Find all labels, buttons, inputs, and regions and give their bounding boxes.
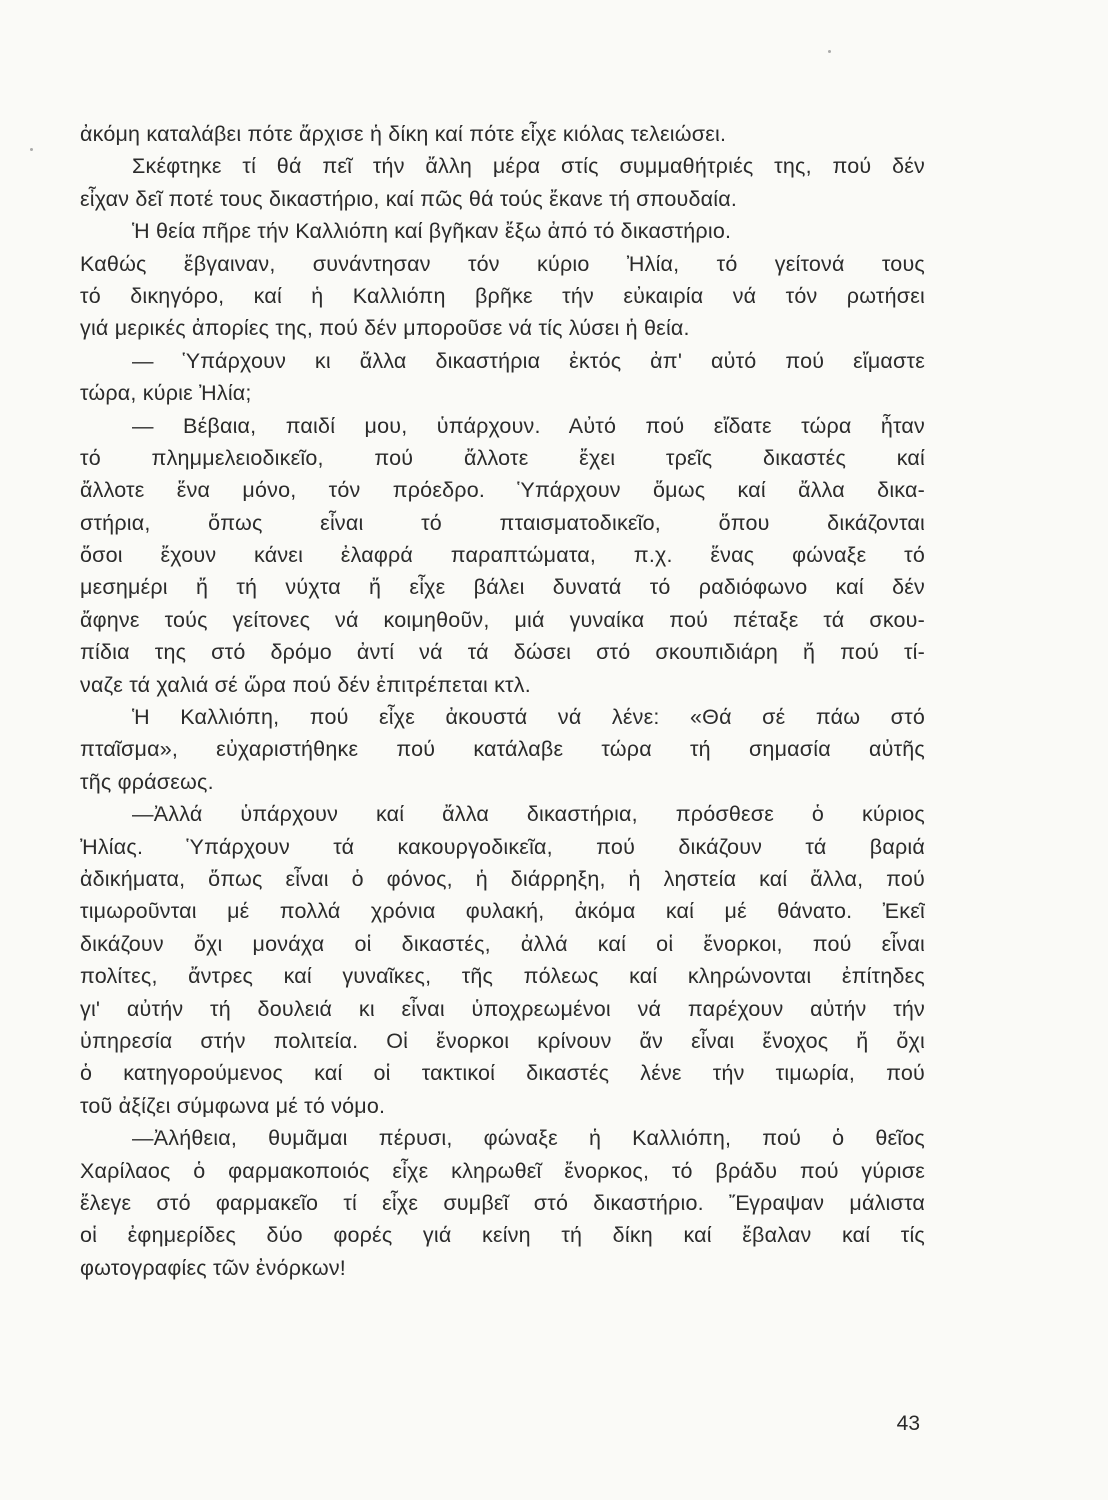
text-line: τοῦ ἀξίζει σύμφωνα μέ τό νόμο.: [80, 1093, 386, 1118]
text-line: —Ἀλήθεια, θυμᾶμαι πέρυσι, φώναξε ἡ Καλλιόπη, πού ὁ θεῖος: [132, 1126, 925, 1151]
text-line: δικάζουν ὄχι μονάχα οἱ δικαστές, ἀλλά καί οἱ ἔνορκοι, πού εἶναι: [80, 931, 925, 956]
text-line: Σκέφτηκε τί θά πεῖ τήν ἄλλη μέρα στίς συμμαθήτριές της, πού δέν: [132, 154, 925, 179]
text-line: γιά μερικές ἀπορίες της, πού δέν μποροῦσε νά τίς λύσει ἡ θεία.: [80, 316, 690, 341]
text-line: Ἡ Καλλιόπη, πού εἶχε ἀκουστά νά λένε: «Θά σέ πάω στό: [132, 705, 925, 730]
text-line: τῆς φράσεως.: [80, 769, 214, 794]
text-line: ὅσοι ἔχουν κάνει ἐλαφρά παραπτώματα, π.χ. ἕνας φώναξε τό: [80, 543, 925, 568]
text-line: ἄλλοτε ἕνα μόνο, τόν πρόεδρο. Ὑπάρχουν ὅμως καί ἄλλα δικα-: [80, 478, 925, 503]
page-number: 43: [896, 1412, 920, 1435]
text-line: ἄφηνε τούς γείτονες νά κοιμηθοῦν, μιά γυναίκα πού πέταξε τά σκου-: [80, 607, 925, 632]
text-line: ναζε τά χαλιά σέ ὥρα πού δέν ἐπιτρέπεται κτλ.: [80, 672, 531, 697]
text-line: πολίτες, ἄντρες καί γυναῖκες, τῆς πόλεως καί κληρώνονται ἐπίτηδες: [80, 964, 925, 989]
text-line: ἔλεγε στό φαρμακεῖο τί εἶχε συμβεῖ στό δικαστήριο. Ἔγραψαν μάλιστα: [80, 1190, 925, 1215]
text-line: τό δικηγόρο, καί ἡ Καλλιόπη βρῆκε τήν εὐκαιρία νά τόν ρωτήσει: [80, 283, 925, 308]
text-line: τώρα, κύριε Ἠλία;: [80, 381, 252, 406]
text-line: τιμωροῦνται μέ πολλά χρόνια φυλακή, ἀκόμα καί μέ θάνατο. Ἐκεῖ: [80, 899, 925, 924]
paper-speck: [828, 50, 831, 53]
text-line: στήρια, ὅπως εἶναι τό πταισματοδικεῖο, ὅπου δικάζονται: [80, 510, 925, 535]
text-line: τό πλημμελειοδικεῖο, πού ἄλλοτε ἔχει τρεῖς δικαστές καί: [80, 445, 925, 470]
text-line: οἱ ἐφημερίδες δύο φορές γιά κείνη τή δίκη καί ἔβαλαν καί τίς: [80, 1223, 925, 1248]
text-line: πταῖσμα», εὐχαριστήθηκε πού κατάλαβε τώρα τή σημασία αὐτῆς: [80, 737, 925, 762]
text-line: Ἡ θεία πῆρε τήν Καλλιόπη καί βγῆκαν ἔξω ἀπό τό δικαστήριο.: [132, 219, 732, 244]
text-line: Καθώς ἔβγαιναν, συνάντησαν τόν κύριο Ἠλία, τό γείτονά τους: [80, 251, 925, 276]
text-line: πίδια της στό δρόμο ἀντί νά τά δώσει στό σκουπιδιάρη ἤ πού τί-: [80, 640, 925, 665]
text-line: ὑπηρεσία στήν πολιτεία. Οἱ ἔνορκοι κρίνουν ἄν εἶναι ἔνοχος ἤ ὄχι: [80, 1028, 925, 1053]
text-line: — Βέβαια, παιδί μου, ὑπάρχουν. Αὐτό πού εἴδατε τώρα ἦταν: [132, 413, 925, 438]
text-line: Χαρίλαος ὁ φαρμακοποιός εἶχε κληρωθεῖ ἔνορκος, τό βράδυ πού γύρισε: [80, 1158, 925, 1183]
text-line: φωτογραφίες τῶν ἐνόρκων!: [80, 1255, 346, 1280]
text-line: ἀδικήματα, ὅπως εἶναι ὁ φόνος, ἡ διάρρηξη, ἡ ληστεία καί ἄλλα, πού: [80, 866, 925, 891]
text-line: μεσημέρι ἤ τή νύχτα ἤ εἶχε βάλει δυνατά τό ραδιόφωνο καί δέν: [80, 575, 925, 600]
text-line: γι' αὐτήν τή δουλειά κι εἶναι ὑποχρεωμένοι νά παρέχουν αὐτήν τήν: [80, 996, 925, 1021]
text-line: Ἠλίας. Ὑπάρχουν τά κακουργοδικεῖα, πού δικάζουν τά βαριά: [80, 834, 925, 859]
body-text: [80, 118, 925, 1284]
paper-speck: [30, 148, 33, 151]
text-line: —Ἀλλά ὑπάρχουν καί ἄλλα δικαστήρια, πρόσθεσε ὁ κύριος: [132, 802, 925, 827]
text-line: ἀκόμη καταλάβει πότε ἄρχισε ἡ δίκη καί πότε εἶχε κιόλας τελειώσει.: [80, 122, 727, 146]
text-line: — Ὑπάρχουν κι ἄλλα δικαστήρια ἐκτός ἀπ' αὐτό πού εἴμαστε: [132, 348, 925, 373]
text-line: εἶχαν δεῖ ποτέ τους δικαστήριο, καί πῶς θά τούς ἔκανε τή σπουδαία.: [80, 186, 738, 211]
text-line: ὁ κατηγορούμενος καί οἱ τακτικοί δικαστές λένε τήν τιμωρία, πού: [80, 1061, 925, 1086]
